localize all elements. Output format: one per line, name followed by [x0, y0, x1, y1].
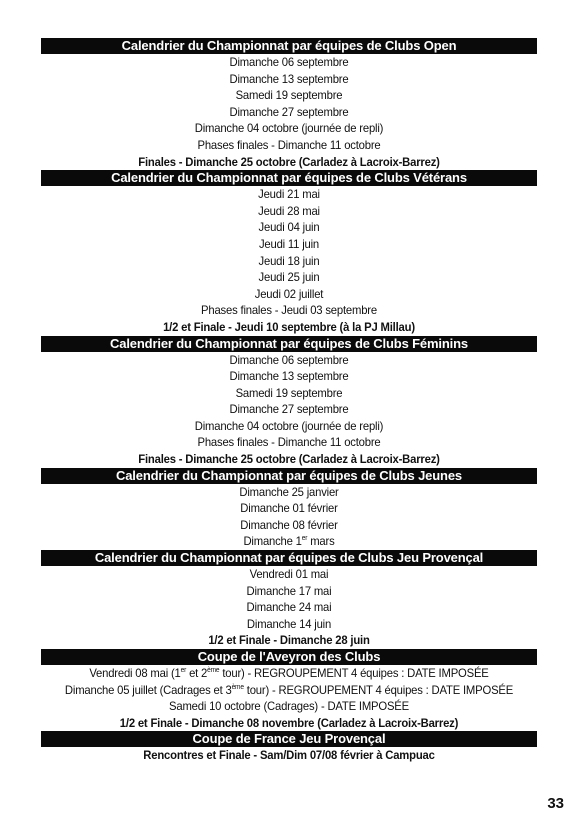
section-header: Calendrier du Championnat par équipes de Clubs Jeunes — [41, 468, 537, 484]
ordinal-suffix: ème — [207, 667, 220, 674]
page-number: 33 — [547, 795, 564, 812]
line-text: Samedi 10 octobre (Cadrages) - DATE IMPOSÉE — [169, 699, 409, 714]
line-text: Finales - Dimanche 25 octobre (Carladez à Lacroix-Barrez) — [138, 452, 440, 467]
line-text: Dimanche 25 janvier — [239, 484, 339, 499]
date-line — [56, 203, 522, 220]
line-text: Dimanche 27 septembre — [229, 402, 349, 417]
date-line — [56, 253, 522, 270]
date-line — [56, 698, 522, 715]
date-line — [56, 599, 522, 616]
date-line — [56, 401, 522, 418]
line-text: Dimanche 17 mai — [246, 583, 332, 598]
line-text: Dimanche 05 juillet (Cadrages et 3 — [64, 682, 232, 697]
line-text: mars — [307, 534, 335, 549]
date-line — [56, 533, 522, 550]
date-line — [56, 120, 522, 137]
date-line — [56, 219, 522, 236]
ordinal-suffix: er — [301, 535, 308, 543]
date-line — [56, 186, 522, 203]
date-line — [56, 665, 522, 682]
line-text: Phases finales - Dimanche 11 octobre — [197, 137, 381, 152]
date-line — [56, 616, 522, 633]
date-line — [56, 352, 522, 369]
line-text: Dimanche 01 février — [240, 501, 338, 516]
line-text: Phases finales - Jeudi 03 septembre — [201, 303, 377, 318]
final-date-line — [56, 747, 522, 764]
line-text: Samedi 19 septembre — [235, 88, 343, 103]
line-text: Dimanche 04 octobre (journée de repli) — [194, 418, 384, 433]
date-line — [56, 104, 522, 121]
line-text: Dimanche 1 — [243, 534, 302, 549]
date-line — [56, 54, 522, 71]
date-line — [56, 484, 522, 501]
line-text: Dimanche 04 octobre (journée de repli) — [194, 121, 384, 136]
final-date-line — [56, 154, 522, 171]
line-text: tour) - REGROUPEMENT 4 équipes : DATE IMPOSÉE — [243, 682, 514, 697]
calendar-document — [41, 38, 537, 764]
line-text: Vendredi 08 mai (1 — [89, 666, 181, 680]
line-text: et 2 — [186, 666, 208, 680]
date-line — [56, 583, 522, 600]
final-date-line — [56, 632, 522, 649]
final-date-line — [56, 715, 522, 732]
line-text: Jeudi 28 mai — [258, 203, 320, 218]
line-text: 1/2 et Finale - Dimanche 08 novembre (Carladez à Lacroix-Barrez) — [119, 715, 459, 730]
section-header: Calendrier du Championnat par équipes de Clubs Jeu Provençal — [41, 550, 537, 566]
date-line — [56, 682, 522, 699]
date-line — [56, 566, 522, 583]
section-header: Calendrier du Championnat par équipes de Clubs Vétérans — [41, 170, 537, 186]
line-text: Dimanche 08 février — [240, 517, 338, 532]
final-date-line — [56, 319, 522, 336]
date-line — [56, 500, 522, 517]
line-text: Vendredi 01 mai — [249, 567, 329, 582]
line-text: 1/2 et Finale - Dimanche 28 juin — [208, 633, 370, 648]
date-line — [56, 269, 522, 286]
line-text: Jeudi 25 juin — [258, 270, 320, 285]
line-text: Phases finales - Dimanche 11 octobre — [197, 435, 381, 450]
date-line — [56, 302, 522, 319]
date-line — [56, 517, 522, 534]
section-header: Calendrier du Championnat par équipes de Clubs Féminins — [41, 336, 537, 352]
line-text: Dimanche 06 septembre — [229, 55, 349, 69]
ordinal-suffix: er — [180, 667, 187, 674]
date-line — [56, 286, 522, 303]
section-header: Coupe de l'Aveyron des Clubs — [41, 649, 537, 665]
line-text: Jeudi 02 juillet — [254, 286, 324, 301]
date-line — [56, 418, 522, 435]
line-text: Dimanche 06 septembre — [229, 352, 349, 367]
line-text: Jeudi 18 juin — [258, 253, 320, 268]
final-date-line — [56, 451, 522, 468]
section-header: Coupe de France Jeu Provençal — [41, 731, 537, 747]
line-text: tour) - REGROUPEMENT 4 équipes : DATE IMPOSÉE — [219, 666, 489, 680]
line-text: Jeudi 11 juin — [258, 236, 320, 251]
line-text: Rencontres et Finale - Sam/Dim 07/08 février à Campuac — [143, 748, 435, 763]
line-text: Finales - Dimanche 25 octobre (Carladez à Lacroix-Barrez) — [138, 154, 440, 169]
date-line — [56, 434, 522, 451]
date-line — [56, 385, 522, 402]
line-text: 1/2 et Finale - Jeudi 10 septembre (à la PJ Millau) — [163, 319, 415, 334]
line-text: Jeudi 04 juin — [258, 220, 320, 235]
ordinal-suffix: ème — [231, 683, 244, 691]
line-text: Dimanche 13 septembre — [229, 369, 349, 384]
line-text: Dimanche 13 septembre — [229, 71, 349, 86]
line-text: Samedi 19 septembre — [235, 385, 343, 400]
line-text: Dimanche 27 septembre — [229, 104, 349, 119]
date-line — [56, 137, 522, 154]
date-line — [56, 71, 522, 88]
date-line — [56, 368, 522, 385]
line-text: Jeudi 21 mai — [258, 187, 320, 202]
line-text: Dimanche 14 juin — [246, 616, 332, 631]
line-text: Dimanche 24 mai — [246, 600, 332, 615]
date-line — [56, 236, 522, 253]
date-line — [56, 87, 522, 104]
section-header: Calendrier du Championnat par équipes de Clubs Open — [41, 38, 537, 54]
